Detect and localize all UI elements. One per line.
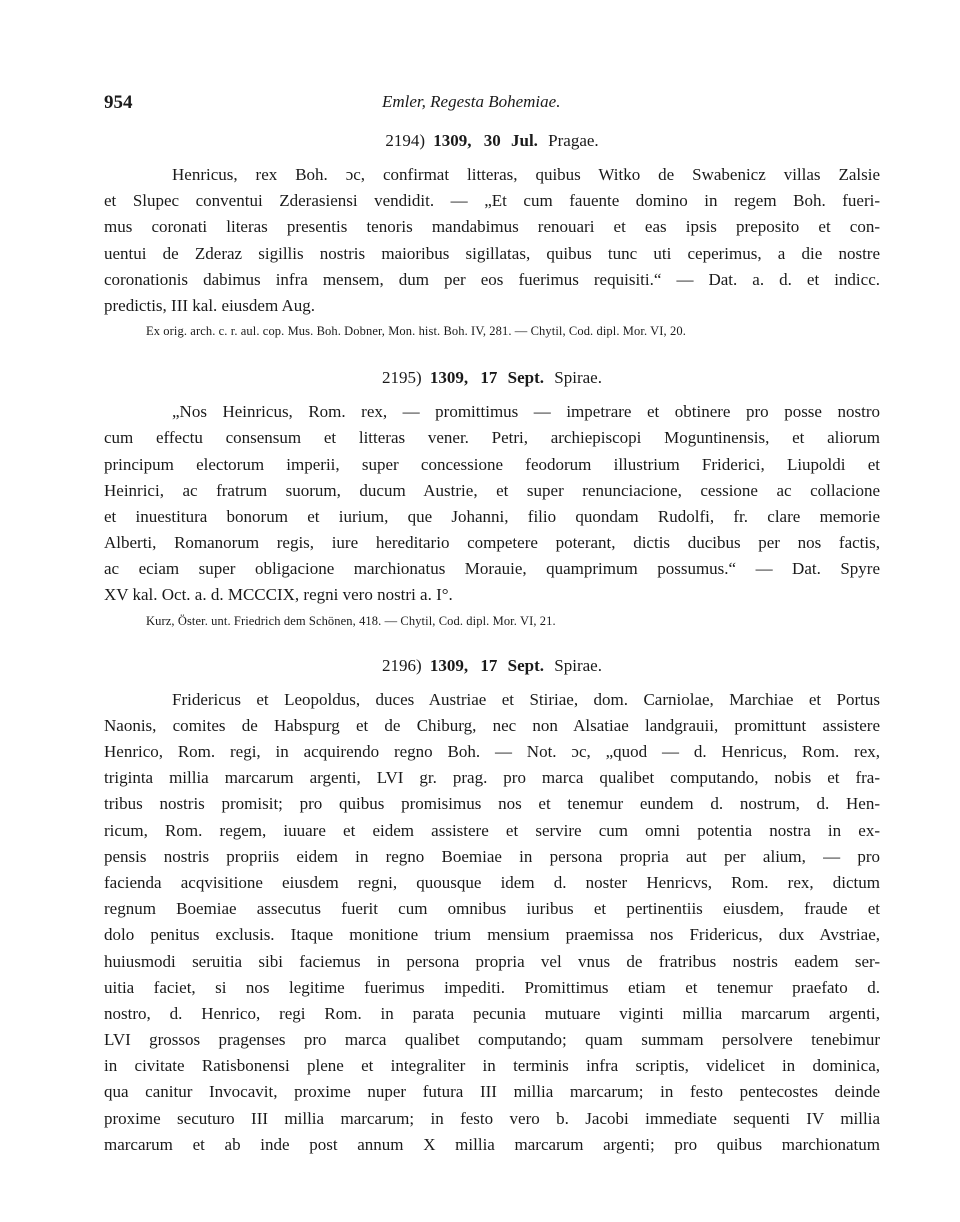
- entry-number: 2196): [382, 655, 422, 675]
- text-line: triginta millia marcarum argenti, LVI gr. prag. pro marca qualibet computando, nobis et fra-: [104, 768, 880, 788]
- text-line: Henricus, rex Boh. ɔc, confirmat litteras, quibus Witko de Swabenicz villas Zalsie: [172, 165, 880, 184]
- text-line: proxime secuturo III millia marcarum; in festo vero b. Jacobi immediate sequenti IV millia: [104, 1108, 880, 1128]
- text-line: pensis nostris propriis eidem in regno Boemiae in persona propria aut per alium, — pro: [104, 846, 880, 866]
- text-line: huiusmodi seruitia sibi faciemus in persona propria vel vnus de fratribus nostris eadem ser-: [104, 951, 880, 971]
- entry-place: Spirae.: [554, 655, 602, 675]
- text-line: tribus nostris promisit; pro quibus promisimus nos et tenemur eundem d. nostrum, d. Hen-: [104, 794, 880, 814]
- entry-number: 2194): [385, 131, 425, 150]
- text-line: Naonis, comites de Habspurg et de Chiburg, nec non Alsatiae landgrauii, promittunt assistere: [104, 715, 880, 735]
- entry-heading: [104, 365, 880, 391]
- text-line: uentui de Zderaz sigillis nostris maioribus sigillatas, quibus tunc uti ceperimus, a die nostre: [104, 243, 880, 263]
- entry-day: 17: [480, 655, 498, 675]
- regest-entry-2195: [104, 365, 880, 631]
- entry-month: Sept.: [507, 368, 545, 388]
- entry-day: 30: [483, 131, 501, 150]
- text-line: coronationis dabimus infra mensem, dum per eos fuerimus requisiti.“ — Dat. a. d. et indicc.: [104, 269, 880, 289]
- text-line: ricum, Rom. regem, iuuare et eidem assistere et servire cum omni potentia nostra in ex-: [104, 820, 880, 840]
- entry-day: 17: [480, 368, 498, 388]
- text-line: predictis, III kal. eiusdem Aug.: [104, 295, 316, 315]
- entry-heading: [104, 128, 880, 154]
- text-line: et inuestitura bonorum et iurium, que Johanni, filio quondam Rudolfi, fr. clare memorie: [104, 506, 880, 526]
- regest-entry-2194: [104, 128, 880, 341]
- entry-year: 1309,: [429, 368, 469, 388]
- entry-place: Pragae.: [548, 131, 599, 150]
- entry-heading: [104, 653, 880, 679]
- body-text: [104, 128, 880, 1158]
- text-line: principum electorum imperii, super concessione feodorum illustrium Friderici, Liupoldi et: [104, 454, 880, 474]
- text-line: „Nos Heinricus, Rom. rex, — promittimus — impetrare et obtinere pro posse nostro: [172, 402, 880, 422]
- regest-entry-2196: [104, 653, 880, 1158]
- text-line: mus coronati literas presentis tenoris mandabimus renouari et eas ipsis preposito et con-: [104, 217, 880, 237]
- text-line: Heinrici, ac fratrum suorum, ducum Austrie, et super renunciacione, cessione ac collacione: [104, 480, 880, 500]
- text-line: Alberti, Romanorum regis, iure hereditario competere poterant, dictis ducibus per nos factis,: [104, 533, 880, 553]
- source-citation: Ex orig. arch. c. r. aul. cop. Mus. Boh. Dobner, Mon. hist. Boh. IV, 281. — Chytil, Cod. dipl. Mor. VI, 20.: [146, 324, 686, 339]
- running-head: [104, 92, 882, 116]
- source-citation: Kurz, Öster. unt. Friedrich dem Schönen, 418. — Chytil, Cod. dipl. Mor. VI, 21.: [146, 613, 556, 628]
- entry-month: Jul.: [510, 131, 538, 150]
- text-line: qua canitur Invocavit, proxime nuper futura III millia marcarum; in festo pentecostes deinde: [104, 1082, 880, 1102]
- entry-place: Spirae.: [554, 368, 602, 388]
- entry-year: 1309,: [433, 131, 472, 150]
- text-line: Fridericus et Leopoldus, duces Austriae et Stiriae, dom. Carniolae, Marchiae et Portus: [172, 689, 880, 709]
- text-line: XV kal. Oct. a. d. MCCCIX, regni vero nostri a. I°.: [104, 585, 453, 605]
- page-number: 954: [104, 92, 133, 113]
- text-line: cum effectu consensum et litteras vener. Petri, archiepiscopi Moguntinensis, et aliorum: [104, 428, 880, 448]
- entry-number: 2195): [382, 368, 422, 388]
- entry-year: 1309,: [429, 655, 469, 675]
- text-line: Henrico, Rom. regi, in acquirendo regno Boh. — Not. ɔc, „quod — d. Henricus, Rom. rex,: [104, 742, 880, 761]
- text-line: facienda acqvisitione eiusdem regni, quousque idem d. noster Henricvs, Rom. rex, dictum: [104, 872, 880, 892]
- text-line: LVI grossos pragenses pro marca qualibet computando; quam summam persolvere tenebimur: [104, 1030, 880, 1050]
- running-title: Emler, Regesta Bohemiae.: [382, 92, 561, 111]
- text-line: in civitate Ratisbonensi plene et integraliter in terminis infra scriptis, videlicet in dominica,: [104, 1056, 880, 1076]
- text-line: regnum Boemiae assecutus fuerit cum omnibus iuribus et pertinentiis eiusdem, fraude et: [104, 899, 880, 919]
- text-line: ac eciam super obligacione marchionatus Morauie, quamprimum possumus.“ — Dat. Spyre: [104, 559, 880, 579]
- entry-month: Sept.: [507, 655, 545, 675]
- text-line: et Slupec conventui Zderasiensi vendidit. — „Et cum fauente domino in regem Boh. fueri-: [104, 191, 880, 211]
- text-line: marcarum et ab inde post annum X millia marcarum argenti; pro quibus marchionatum: [104, 1134, 880, 1154]
- text-line: dolo penitus exclusis. Itaque monitione trium mensium praemissa nos Fridericus, dux Avstriae,: [104, 925, 880, 945]
- text-line: uitia faciet, si nos legitime fuerimus impediti. Promittimus etiam et tenemur praefato d.: [104, 977, 880, 997]
- text-line: nostro, d. Henrico, regi Rom. in parata pecunia mutuare viginti millia marcarum argenti,: [104, 1003, 880, 1023]
